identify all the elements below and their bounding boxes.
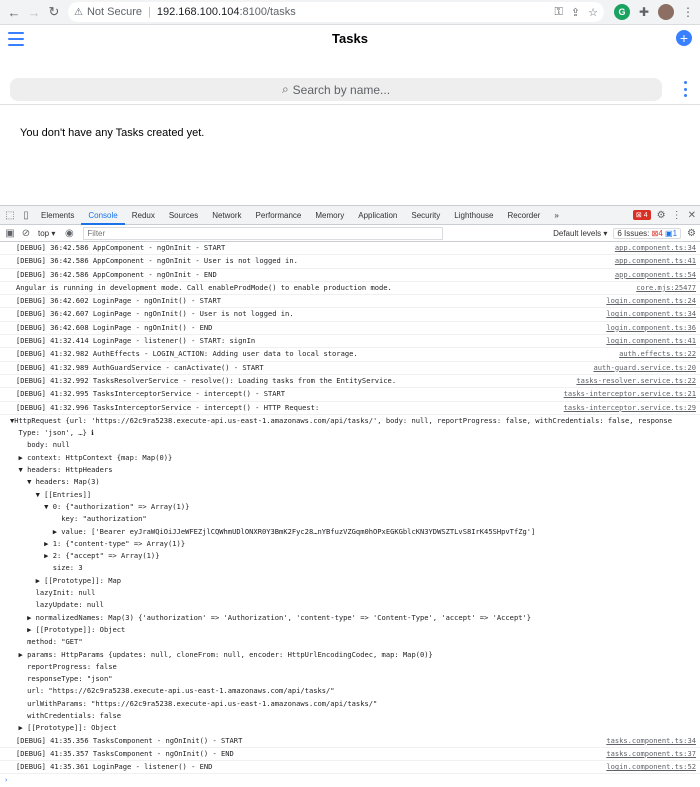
error-count: 4	[643, 212, 648, 219]
inspect-icon[interactable]: ⬚	[5, 209, 15, 221]
log-source-link[interactable]: tasks-interceptor.service.ts:29	[563, 402, 696, 412]
log-row	[0, 269, 700, 282]
log-message: [DEBUG] 41:32.992 TasksResolverService - resolve(): Loading tasks from the EntityService.	[16, 375, 397, 385]
object-property-line[interactable]: size: 3	[10, 563, 83, 573]
log-message: [DEBUG] 41:35.357 TasksComponent - ngOnInit() - END	[16, 748, 234, 758]
log-row	[0, 402, 700, 415]
search-icon: ⌕	[281, 82, 289, 96]
log-row	[0, 375, 700, 388]
log-message: [DEBUG] 41:32.982 AuthEffects - LOGIN_ACTION: Adding user data to local storage.	[16, 349, 358, 359]
log-source-link[interactable]: app.component.ts:54	[614, 269, 696, 279]
url-path: :8100/tasks	[239, 6, 296, 18]
devtools-menu-icon[interactable]: ⋮	[671, 209, 682, 221]
object-property-line[interactable]: lazyInit: null	[10, 588, 96, 598]
object-property-line[interactable]: body: null	[10, 440, 70, 450]
log-row	[0, 308, 700, 321]
log-levels-label: Default levels	[553, 228, 602, 238]
object-property-line[interactable]: key: "authorization"	[10, 514, 147, 524]
log-levels-select[interactable]: Default levels ▾	[553, 228, 608, 238]
log-source-link[interactable]: tasks-interceptor.service.ts:21	[563, 389, 696, 399]
content-area	[0, 105, 700, 205]
context-select[interactable]: top ▾	[38, 228, 56, 238]
object-property-line[interactable]: ▼ headers: HttpHeaders	[10, 465, 113, 475]
devtools-tab-list	[34, 206, 547, 225]
issues-error-count: 4	[658, 228, 663, 238]
object-property-line[interactable]: url: "https://62c9ra5238.execute-api.us-east-1.amazonaws.com/api/tasks/"	[10, 686, 335, 696]
object-property-line[interactable]: responseType: "json"	[10, 674, 113, 684]
log-row	[0, 335, 700, 348]
tab-elements[interactable]: Elements	[41, 210, 75, 220]
reload-icon[interactable]: ↻	[48, 4, 60, 19]
log-message: [DEBUG] 36:42.607 LoginPage - ngOnInit() - User is not logged in.	[16, 309, 294, 319]
page-title: Tasks	[332, 31, 368, 46]
back-icon[interactable]: ←	[7, 4, 21, 20]
log-message: [DEBUG] 36:42.608 LoginPage - ngOnInit() - END	[16, 322, 213, 332]
log-source-link[interactable]: app.component.ts:41	[614, 256, 696, 266]
clear-console-icon[interactable]: ⊘	[21, 227, 31, 239]
tab-redux[interactable]: Redux	[131, 210, 155, 220]
tab-lighthouse[interactable]: Lighthouse	[454, 210, 494, 220]
log-source-link[interactable]: login.component.ts:34	[606, 309, 696, 319]
console-prompt[interactable]: ›	[4, 775, 9, 785]
log-list	[0, 242, 700, 415]
warning-icon[interactable]: ⚠	[74, 6, 83, 18]
devtools-tabbar	[0, 206, 700, 225]
more-tabs-icon[interactable]: »	[554, 210, 559, 220]
log-source-link[interactable]: auth.effects.ts:22	[619, 349, 696, 359]
divider: |	[148, 6, 151, 18]
log-message: [DEBUG] 41:35.356 TasksComponent - ngOnInit() - START	[16, 735, 243, 745]
console-settings-gear-icon[interactable]: ⚙	[687, 227, 696, 239]
object-property-line[interactable]: Type: 'json', …} ℹ	[10, 428, 94, 438]
close-icon[interactable]: ✕	[687, 209, 696, 221]
http-request-object[interactable]	[0, 415, 700, 735]
empty-tasks-message: You don't have any Tasks created yet.	[20, 127, 205, 139]
log-message: [DEBUG] 41:35.361 LoginPage - listener() - END	[16, 762, 213, 772]
object-property-line[interactable]: ▼ 0: {"authorization" => Array(1)}	[10, 501, 190, 511]
object-property-line[interactable]: ▼ headers: Map(3)	[10, 477, 100, 487]
log-row	[0, 295, 700, 308]
browser-toolbar	[0, 0, 700, 25]
issues-info-count: 1	[672, 228, 678, 238]
error-count-badge[interactable]: ⊠ 4	[633, 210, 651, 220]
log-row	[0, 362, 700, 375]
object-property-line[interactable]: ▼ [[Entries]]	[10, 489, 92, 499]
object-property-line[interactable]: ▶ 2: {"accept" => Array(1)}	[10, 551, 160, 561]
log-list-after	[0, 735, 700, 775]
object-property-line[interactable]: ▶ params: HttpParams {updates: null, cloneFrom: null, encoder: HttpUrlEncodingCodec, map: Map(0)}	[10, 649, 433, 659]
issues-button[interactable]	[613, 228, 681, 239]
forward-icon[interactable]: →	[27, 4, 41, 20]
security-label[interactable]: Not Secure	[86, 6, 142, 18]
console-toolbar	[0, 225, 700, 242]
devtools-panel	[0, 205, 700, 785]
log-message: [DEBUG] 41:32.995 TasksInterceptorService - intercept() - START	[16, 389, 286, 399]
sidebar-toggle-icon[interactable]: ▣	[5, 227, 15, 239]
object-property-line[interactable]: ▶ normalizedNames: Map(3) {'authorization' => 'Authorization', 'content-type' => 'Content-Type', 'accept' => 'Accept'}	[10, 612, 532, 622]
log-message: [DEBUG] 36:42.602 LoginPage - ngOnInit() - START	[16, 296, 221, 306]
object-property-line[interactable]: reportProgress: false	[10, 661, 117, 671]
log-message: [DEBUG] 36:42.586 AppComponent - ngOnInit - START	[16, 243, 226, 252]
log-row	[0, 388, 700, 401]
log-source-link[interactable]: tasks.component.ts:37	[606, 748, 696, 758]
log-message: [DEBUG] 41:32.996 TasksInterceptorService - intercept() - HTTP Request:	[16, 402, 320, 412]
log-row	[0, 322, 700, 335]
log-row	[0, 242, 700, 255]
object-property-line[interactable]: ▶ [[Prototype]]: Object	[10, 723, 117, 733]
address-bar[interactable]	[68, 2, 604, 22]
object-property-line[interactable]: method: "GET"	[10, 637, 83, 647]
log-message: [DEBUG] 41:32.414 LoginPage - listener() - START: signIn	[16, 336, 256, 346]
tab-security[interactable]: Security	[411, 210, 441, 220]
tab-application[interactable]: Application	[358, 210, 398, 220]
object-property-line[interactable]: ▶ context: HttpContext {map: Map(0)}	[10, 452, 173, 462]
object-property-line[interactable]: ▶ [[Prototype]]: Object	[10, 624, 126, 634]
object-property-line[interactable]: urlWithParams: "https://62c9ra5238.execute-api.us-east-1.amazonaws.com/api/tasks/"	[10, 698, 378, 708]
tab-recorder[interactable]: Recorder	[507, 210, 541, 220]
object-property-line[interactable]: ▶ 1: {"content-type" => Array(1)}	[10, 538, 186, 548]
object-property-line[interactable]: withCredentials: false	[10, 710, 122, 720]
log-source-link[interactable]: auth-guard.service.ts:20	[593, 362, 696, 372]
log-source-link[interactable]: login.component.ts:36	[606, 322, 696, 332]
log-source-link[interactable]: tasks.component.ts:34	[606, 735, 696, 745]
object-property-line[interactable]: ▶ value: ['Bearer eyJraWQiOiJJeWFEZjlCQWhmUDlONXR0Y3BmK2Fyc28…nYBfuzVZGqm0hOPxEGKGblcKN3YDWSZTLvS8IrK45SHpvTfZg']	[10, 526, 536, 536]
tab-sources[interactable]: Sources	[168, 210, 199, 220]
grammarly-extension-icon[interactable]: G	[614, 4, 630, 20]
tab-console[interactable]: Console	[81, 206, 124, 225]
tab-memory[interactable]: Memory	[315, 210, 345, 220]
log-row	[0, 282, 700, 295]
add-task-icon[interactable]: +	[676, 30, 692, 46]
search-placeholder: Search by name...	[292, 82, 391, 97]
log-source-link[interactable]: login.component.ts:52	[606, 762, 696, 772]
log-message: Angular is running in development mode. Call enableProdMode() to enable production mode.	[16, 282, 392, 292]
object-property-line[interactable]: ▼HttpRequest {url: 'https://62c9ra5238.execute-api.us-east-1.amazonaws.com/api/tasks/', body: null, reportProgress: false, withCredentials: false, response	[10, 415, 672, 425]
share-icon[interactable]: ⇪	[570, 6, 581, 19]
issues-error-icon: ⊠	[651, 228, 659, 238]
console-filter-input[interactable]	[83, 227, 443, 240]
tab-network[interactable]: Network	[212, 210, 242, 220]
extensions-puzzle-icon[interactable]: ✚	[638, 5, 650, 19]
object-property-line[interactable]: lazyUpdate: null	[10, 600, 104, 610]
log-row	[0, 255, 700, 268]
log-source-link[interactable]: core.mjs:25477	[636, 282, 696, 292]
log-source-link[interactable]: tasks-resolver.service.ts:22	[576, 375, 696, 385]
console-output	[0, 242, 700, 787]
object-property-line[interactable]: ▶ [[Prototype]]: Map	[10, 575, 122, 585]
settings-gear-icon[interactable]: ⚙	[656, 209, 666, 221]
more-options-icon[interactable]	[684, 81, 688, 97]
app-header	[0, 25, 700, 105]
url-host: 192.168.100.104	[156, 6, 240, 18]
tab-performance[interactable]: Performance	[255, 210, 302, 220]
log-message: [DEBUG] 41:32.989 AuthGuardService - canActivate() - START	[16, 362, 264, 372]
bookmark-star-icon[interactable]: ☆	[588, 6, 598, 19]
log-row	[0, 761, 700, 774]
log-message: [DEBUG] 36:42.586 AppComponent - ngOnInit - END	[16, 269, 217, 279]
log-row	[0, 735, 700, 748]
context-value: top	[38, 228, 50, 238]
key-icon[interactable]: ⚿	[554, 5, 563, 18]
search-input[interactable]	[10, 78, 662, 101]
log-source-link[interactable]: login.component.ts:24	[606, 296, 696, 306]
device-toggle-icon[interactable]: ▯	[23, 209, 29, 221]
log-row	[0, 348, 700, 361]
eye-icon[interactable]: ◉	[65, 227, 74, 239]
log-row	[0, 748, 700, 761]
log-source-link[interactable]: app.component.ts:34	[614, 243, 696, 252]
log-source-link[interactable]: login.component.ts:41	[606, 336, 696, 346]
browser-menu-icon[interactable]: ⋮	[682, 5, 694, 19]
issues-info-icon: ▣	[665, 228, 673, 238]
issues-label: 6 Issues:	[617, 228, 650, 238]
log-message: [DEBUG] 36:42.586 AppComponent - ngOnInit - User is not logged in.	[16, 256, 298, 266]
profile-avatar[interactable]	[658, 4, 674, 20]
